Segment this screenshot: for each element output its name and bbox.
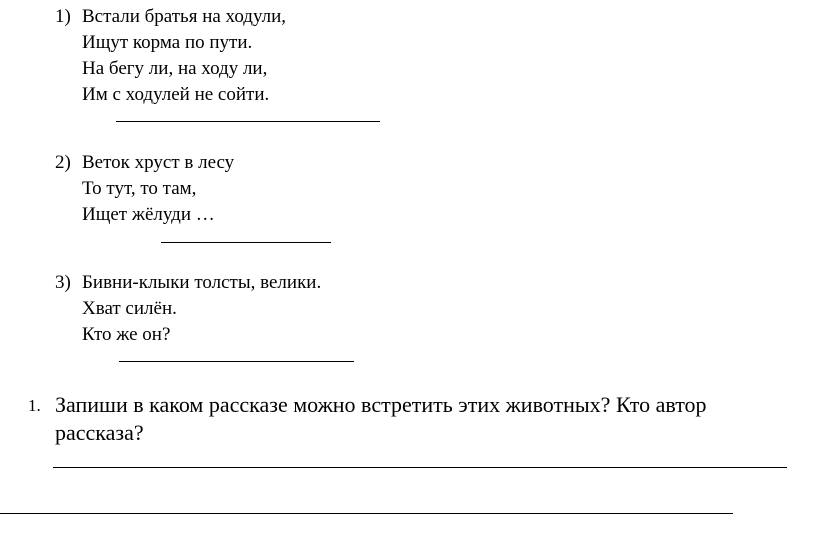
riddle-3-line-1: Бивни-клыки толсты, велики. [82,272,322,293]
task-question-line-1: Запиши в каком рассказе можно встретить этих животных? Кто автор [55,392,707,417]
riddle-1-line-2: Ищут корма по пути. [82,32,253,53]
riddle-2-number: 2) [55,152,71,173]
riddle-1-line-1: Встали братья на ходули, [82,6,287,27]
riddle-1-answer-line[interactable] [116,121,380,122]
riddle-2-line-3: Ищет жёлуди … [82,204,215,225]
riddle-1-line-3: На бегу ли, на ходу ли, [82,58,268,79]
riddle-3-number: 3) [55,272,71,293]
task-number: 1. [28,396,41,415]
riddle-2-line-1: Веток хруст в лесу [82,152,235,173]
riddle-3-answer-line[interactable] [119,361,354,362]
task-answer-line-1[interactable] [53,467,787,468]
riddle-3-line-2: Хват силён. [82,298,177,319]
riddle-1-line-4: Им с ходулей не сойти. [82,84,270,105]
riddle-2-line-2: То тут, то там, [82,178,197,199]
riddle-3-line-3: Кто же он? [82,324,171,345]
riddle-1-number: 1) [55,6,71,27]
task-question-line-2: рассказа? [55,420,144,445]
task-answer-line-2[interactable] [0,513,733,514]
riddle-2-answer-line[interactable] [161,242,331,243]
